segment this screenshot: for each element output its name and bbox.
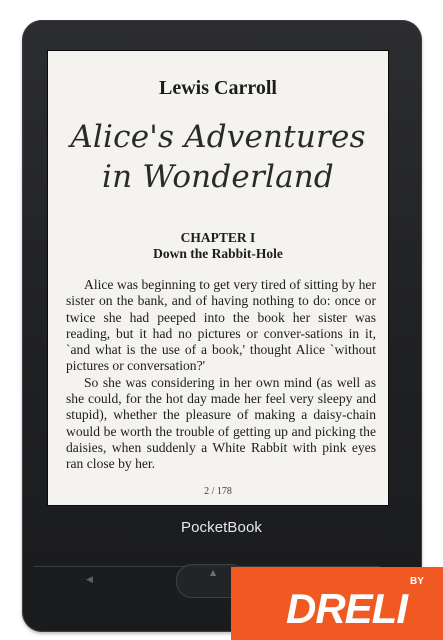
brand-logo: PocketBook [180,519,263,536]
book-title [48,117,388,197]
book-title-line2: in Wonderland [102,159,334,195]
chevron-up-icon: ▲ [210,568,217,577]
chapter-title: Down the Rabbit-Hole [153,246,283,261]
chevron-left-icon[interactable]: ◀ [86,575,93,585]
watermark-by: BY [410,576,424,587]
watermark-logo: DRELI [286,585,407,632]
paragraph: Alice was beginning to get very tired of sitting by her sister on the bank, and of having nothing to do: once or twice she had peeped into the book her sister was reading, but it had no pictures or conver-sations in it, `and what is the use of a book,' thought Alice `without pictures or conversation?' [66,277,376,374]
page-indicator: 2 / 178 [204,486,232,497]
book-author: Lewis Carroll [159,77,277,99]
chapter-number: CHAPTER I [180,230,256,245]
chapter-heading [48,230,388,262]
paragraph: So she was considering in her own mind (as well as she could, for the hot day made her feel very sleepy and stupid), whether the pleasure of making a daisy-chain would be worth the trouble of getting up and picking the daisies, when suddenly a White Rabbit with pink eyes ran close by her. [66,374,376,472]
book-title-line1: Alice's Adventures [70,119,366,155]
ereader-screen[interactable] [47,50,389,506]
page-body [66,277,376,473]
